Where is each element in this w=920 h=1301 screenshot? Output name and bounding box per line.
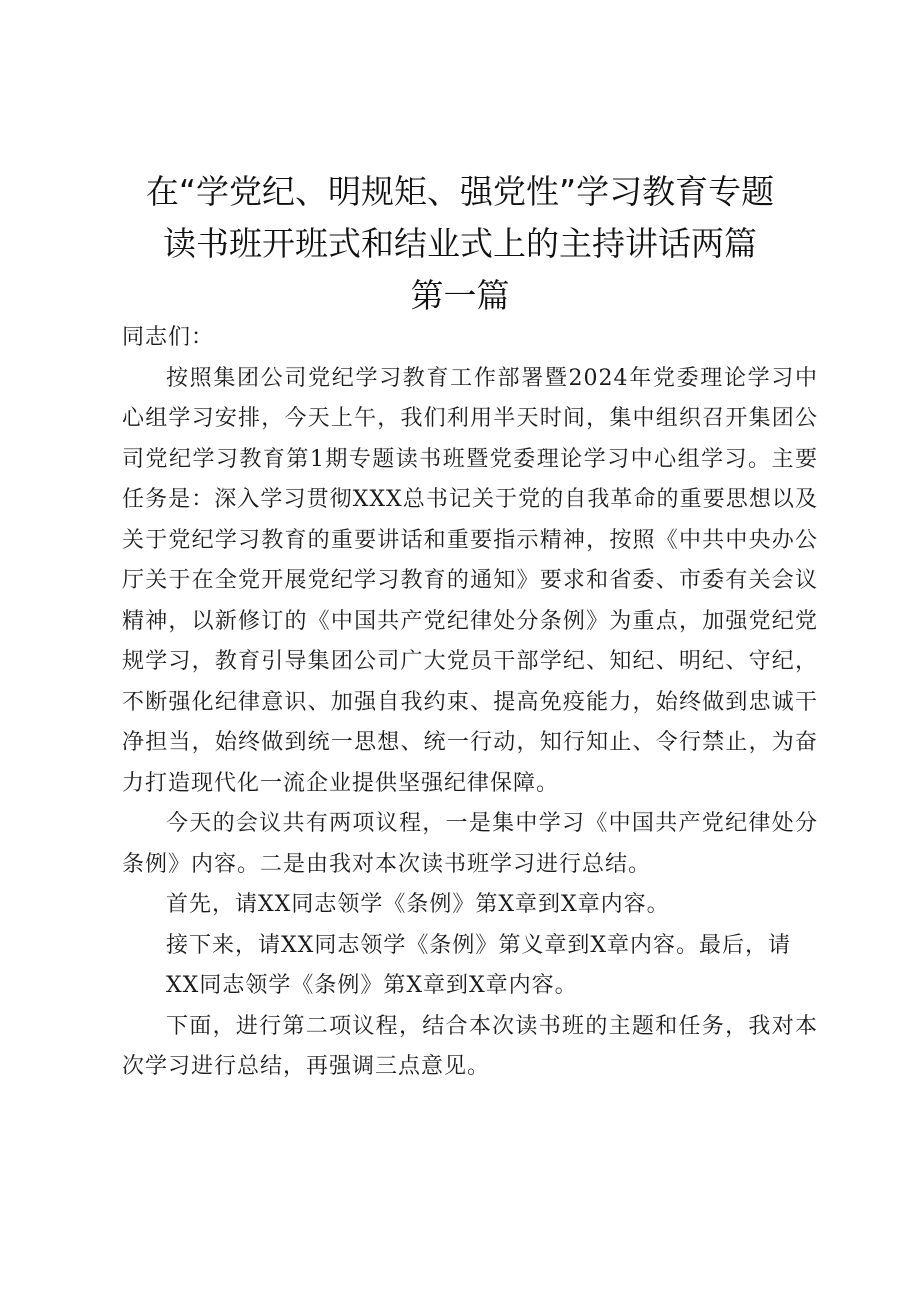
salutation: 同志们： [122,325,215,350]
document-body [122,318,818,1088]
title-line-1: 在“学党纪、明规矩、强党性”学习教育专题 [145,172,775,211]
paragraph-6: 下面，进行第二项议程，结合本次读书班的主题和任务，我对本次学习进行总结，再强调三点意见。 [122,1013,818,1079]
title-line-3: 第一篇 [410,276,510,315]
document-title [100,166,820,322]
paragraph-5: XX同志领学《条例》第X章到X章内容。 [166,973,578,998]
paragraph-1: 按照集团公司党纪学习教育工作部署暨2024年党委理论学习中心组学习安排，今天上午，我们利用半天时间，集中组织召开集团公司党纪学习教育第1期专题读书班暨党委理论学习中心组学习。主要任务是：深入学习贯彻XXX总书记关于党的自我革命的重要思想以及关于党纪学习教育的重要讲话和重要指示精神，按照《中共中央办公厅关于在全党开展党纪学习教育的通知》要求和省委、市委有关会议精神，以新修订的《中国共产党纪律处分条例》为重点，加强党纪党规学习，教育引导集团公司广大党员干部学纪、知纪、明纪、守纪，不断强化纪律意识、加强自我约束、提高免疫能力，始终做到忠诚干净担当，始终做到统一思想、统一行动，知行知止、令行禁止，为奋力打造现代化一流企业提供坚强纪律保障。 [122,365,818,796]
paragraph-2: 今天的会议共有两项议程，一是集中学习《中国共产党纪律处分条例》内容。二是由我对本次读书班学习进行总结。 [122,811,818,877]
paragraph-4: 接下来，请XX同志领学《条例》第义章到X章内容。最后，请 [166,932,791,958]
paragraph-3: 首先，请XX同志领学《条例》第X章到X章内容。 [166,892,670,917]
title-line-2: 读书班开班式和结业式上的主持讲话两篇 [163,224,757,263]
